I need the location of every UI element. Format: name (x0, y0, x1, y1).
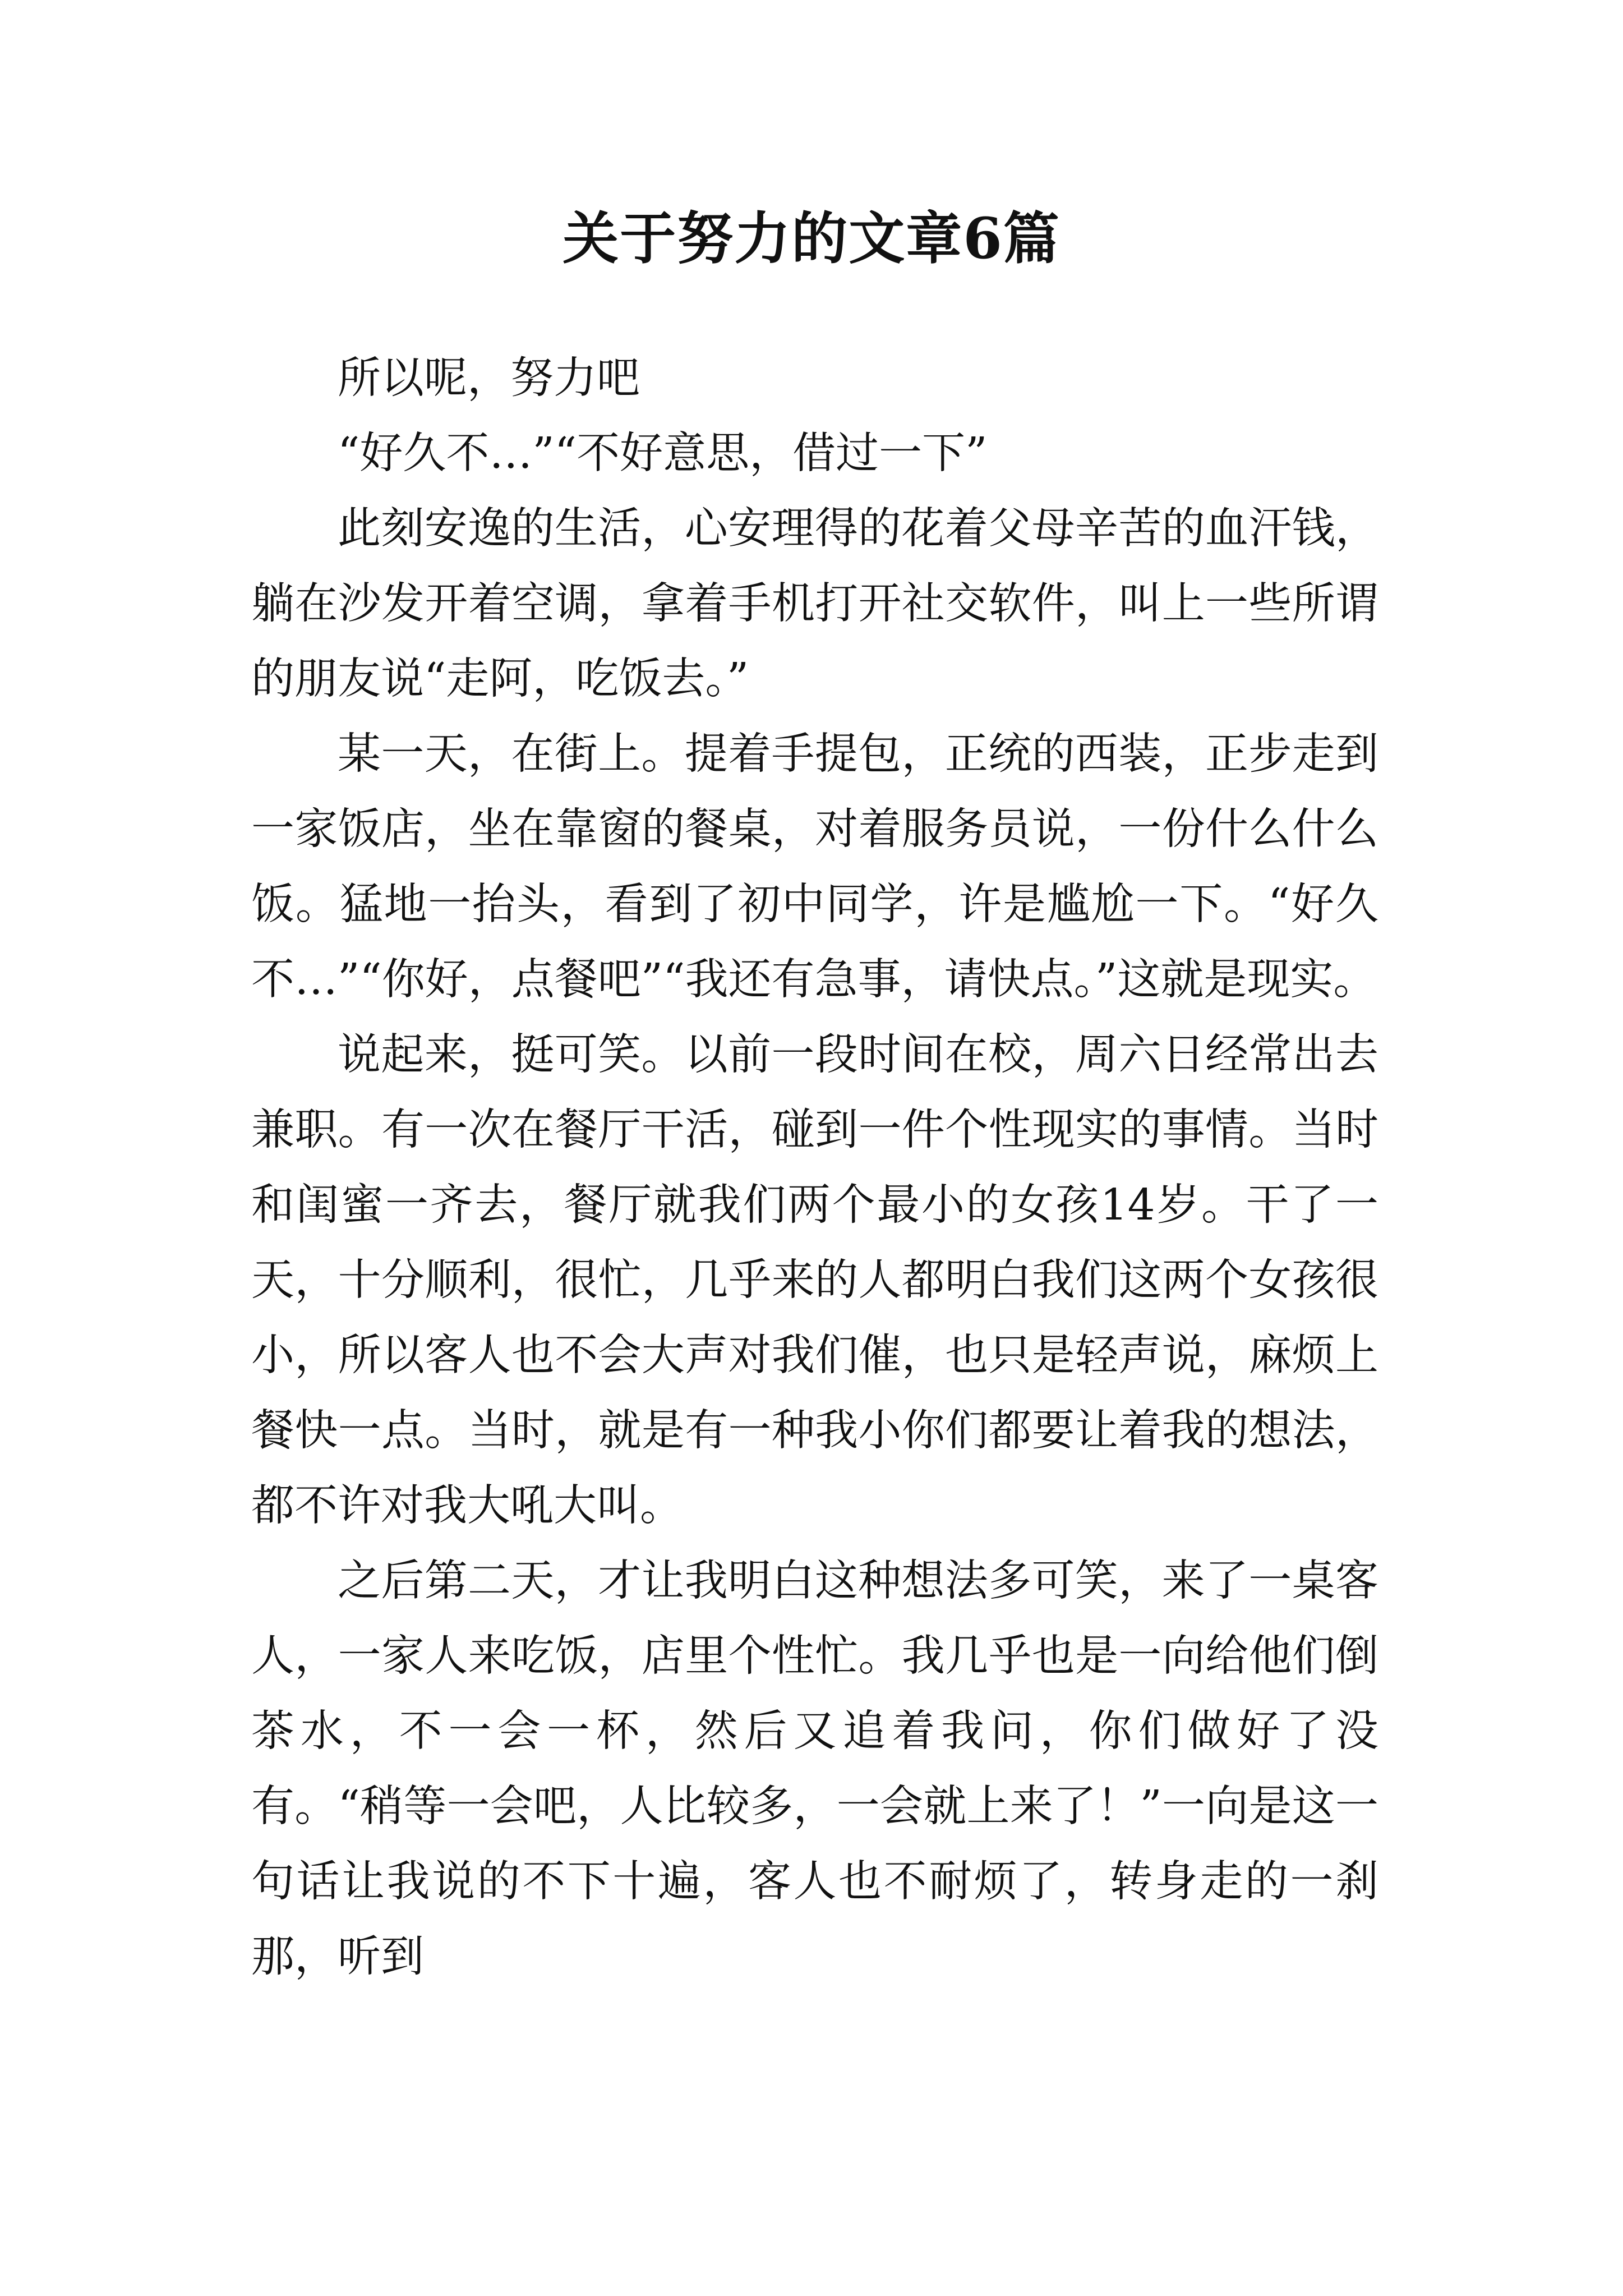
paragraph: 说起来，挺可笑。以前一段时间在校，周六日经常出去兼职。有一次在餐厅干活，碰到一件个性现实的事情。当时和闺蜜一齐去，餐厅就我们两个最小的女孩14岁。干了一天，十分顺利，很忙，几乎来的人都明白我们这两个女孩很小，所以客人也不会大声对我们催，也只是轻声说，麻烦上餐快一点。当时，就是有一种我小你们都要让着我的想法，都不许对我大吼大叫。 (251, 1030, 1378, 1531)
paragraph: 所以呢，努力吧 (338, 353, 640, 403)
paragraph: 此刻安逸的生活，心安理得的花着父母辛苦的血汗钱，躺在沙发开着空调，拿着手机打开社交软件，叫上一些所谓的朋友说“走阿，吃饭去。” (251, 504, 1378, 704)
paragraph: 之后第二天，才让我明白这种想法多可笑，来了一桌客人，一家人来吃饭，店里个性忙。我几乎也是一向给他们倒茶水，不一会一杯，然后又追着我问，你们做好了没有。“稍等一会吧，人比较多，一会就上来了！”一向是这一句话让我说的不下十遍，客人也不耐烦了，转身走的一刹那，听到 (251, 1556, 1378, 1982)
paragraph: “好久不…”“不好意思，借过一下” (338, 429, 988, 478)
document-body (251, 341, 1378, 1995)
document-title: 关于努力的文章6篇 (562, 205, 1061, 272)
paragraph: 某一天，在街上。提着手提包，正统的西装，正步走到一家饭店，坐在靠窗的餐桌，对着服务员说，一份什么什么饭。猛地一抬头，看到了初中同学，许是尴尬一下。“好久不…”“你好，点餐吧”“我还有急事，请快点。”这就是现实。 (251, 729, 1378, 1005)
